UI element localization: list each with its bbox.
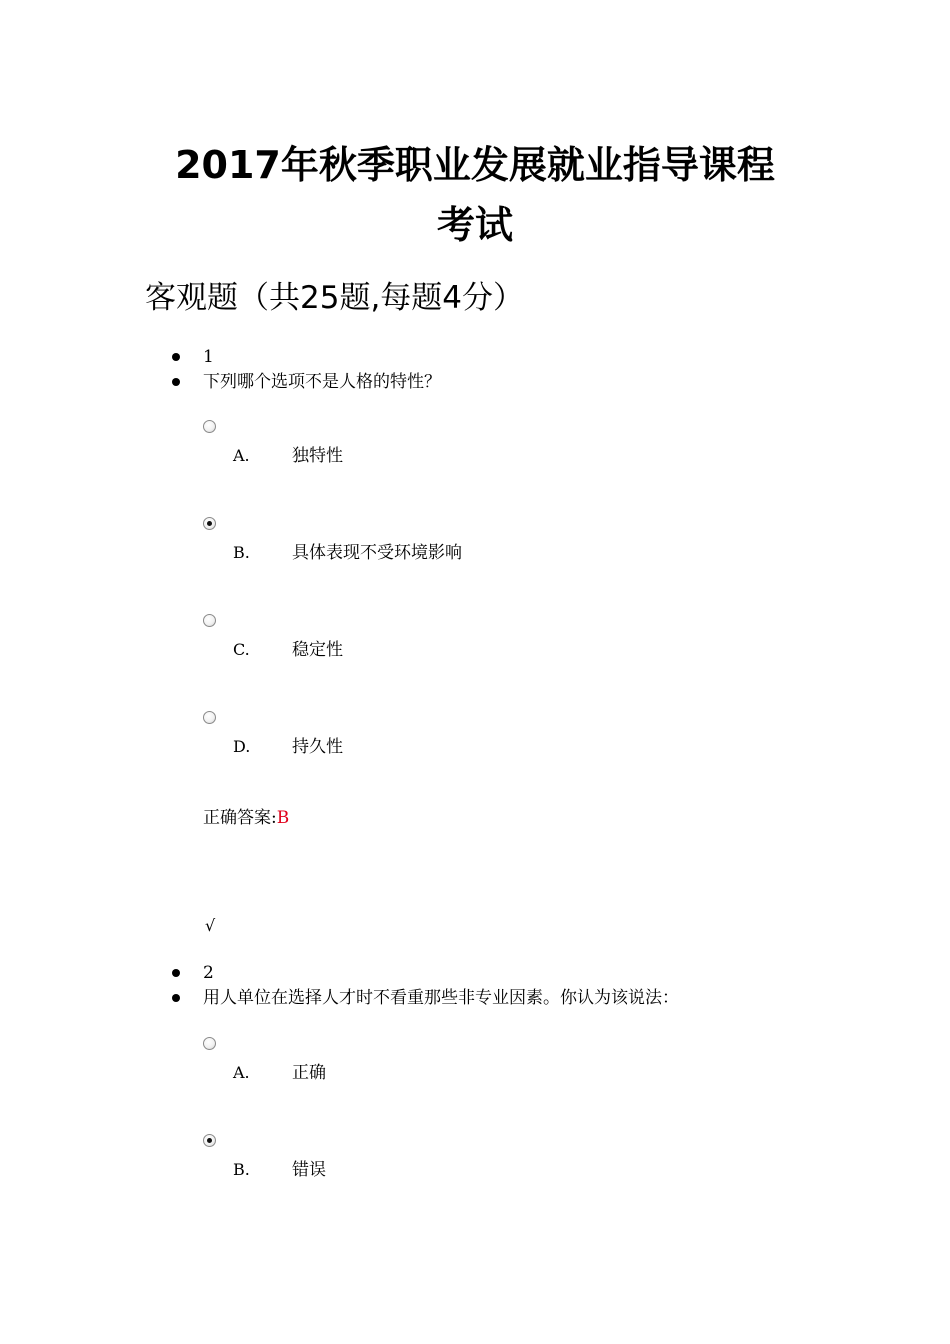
question-number: 2	[203, 963, 214, 983]
radio-option-a[interactable]	[203, 420, 216, 433]
option-text: 正确	[292, 1063, 326, 1083]
document-title	[0, 135, 950, 255]
question-text: 下列哪个选项不是人格的特性？	[203, 372, 441, 392]
checkmark-icon: √	[205, 916, 216, 935]
correct-answer	[203, 807, 289, 829]
title-line-2: 考试	[436, 203, 513, 247]
radio-option-a[interactable]	[203, 1037, 216, 1050]
option-letter: C.	[233, 640, 250, 659]
radio-option-b[interactable]	[203, 517, 216, 530]
option-letter: A.	[233, 1063, 250, 1082]
question-number: 1	[203, 347, 214, 367]
option-letter: B.	[233, 1160, 250, 1179]
option-text: 具体表现不受环境影响	[292, 543, 462, 563]
option-text: 稳定性	[292, 640, 343, 660]
option-text: 持久性	[292, 737, 343, 757]
bullet-icon	[172, 378, 180, 386]
correct-answer-value: B	[276, 808, 290, 828]
option-letter: A.	[233, 446, 250, 465]
bullet-icon	[172, 353, 180, 361]
option-text: 独特性	[292, 446, 343, 466]
section-heading: 客观题（共25题,每题4分）	[145, 280, 525, 316]
radio-option-c[interactable]	[203, 614, 216, 627]
radio-option-d[interactable]	[203, 711, 216, 724]
title-line-1: 2017年秋季职业发展就业指导课程	[175, 143, 775, 187]
option-letter: B.	[233, 543, 250, 562]
correct-answer-label: 正确答案:	[203, 808, 277, 828]
option-letter: D.	[233, 737, 251, 756]
radio-option-b[interactable]	[203, 1134, 216, 1147]
bullet-icon	[172, 969, 180, 977]
bullet-icon	[172, 994, 180, 1002]
option-text: 错误	[292, 1160, 326, 1180]
question-text: 用人单位在选择人才时不看重那些非专业因素。你认为该说法：	[203, 988, 679, 1008]
